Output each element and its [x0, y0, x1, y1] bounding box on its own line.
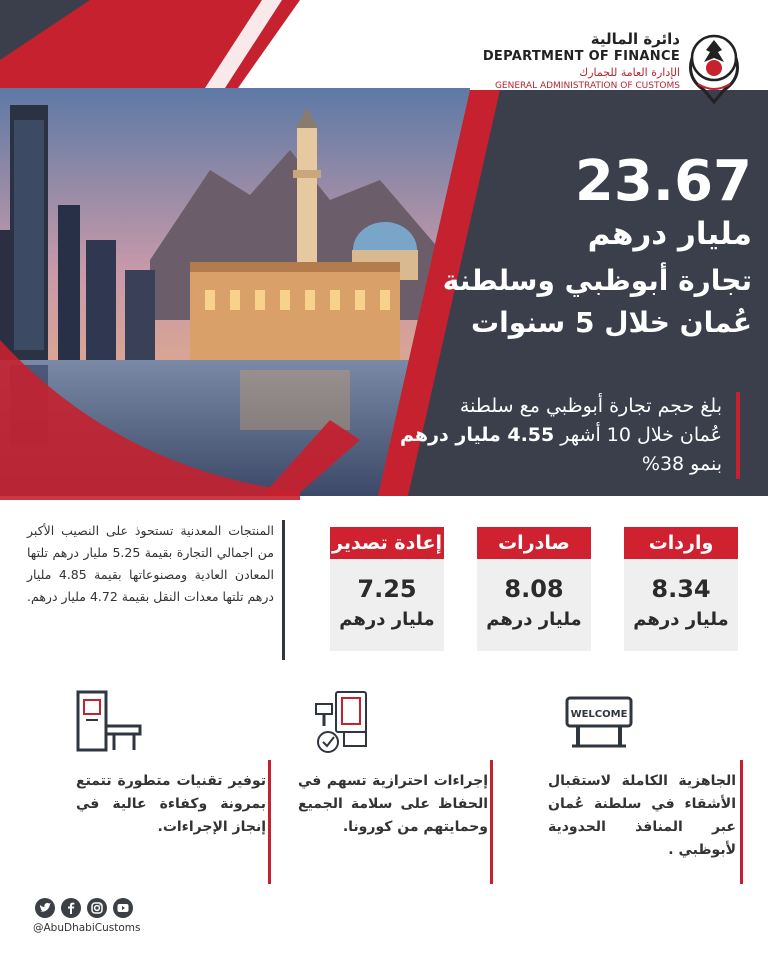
welcome-sign-icon: [564, 690, 634, 748]
stat-unit: مليار درهم: [486, 609, 582, 630]
hero-headline: [300, 150, 752, 344]
stat-card-reexports: [330, 527, 444, 651]
hero-subtitle-line1: تجارة أبوظبي وسلطنة: [442, 264, 752, 297]
thermometer-checkpoint-icon: [312, 690, 376, 756]
feature-precautions-text: إجراءات احترازية تسهم في الحفاظ على سلامة الجميع وحمايتهم من كورونا.: [298, 773, 488, 835]
total-trade-unit: مليار درهم: [587, 216, 752, 252]
social-handle[interactable]: @AbuDhabiCustoms: [33, 922, 141, 934]
total-trade-value: 23.67: [574, 149, 752, 214]
stat-unit: مليار درهم: [339, 609, 435, 630]
stat-label: واردات: [624, 527, 738, 559]
welcome-sign-label: WELCOME: [570, 709, 628, 720]
dept-name-ar: دائرة المالية: [590, 30, 680, 48]
stat-label: إعادة تصدير: [330, 527, 444, 559]
desc-line2-prefix: عُمان خلال 10 أشهر: [554, 424, 722, 446]
x-ray-scanner-icon: [74, 690, 144, 752]
stat-value: 7.25: [357, 575, 417, 603]
twitter-icon[interactable]: [35, 898, 55, 918]
stat-value: 8.34: [651, 575, 711, 603]
stat-card-imports: [624, 527, 738, 651]
customs-name-en: GENERAL ADMINISTRATION OF CUSTOMS: [494, 81, 680, 91]
desc-line2-bold: 4.55 مليار درهم: [400, 424, 555, 446]
dof-logo-text: [420, 30, 680, 92]
hero-description: [360, 392, 740, 479]
stat-unit: مليار درهم: [633, 609, 729, 630]
stat-value: 8.08: [504, 575, 564, 603]
stat-card-exports: [477, 527, 591, 651]
dept-name-en: DEPARTMENT OF FINANCE: [482, 49, 680, 64]
facebook-icon[interactable]: [61, 898, 81, 918]
customs-name-ar: الإدارة العامة للجمارك: [579, 66, 680, 79]
hero-subtitle: [300, 260, 752, 344]
minerals-paragraph: المنتجات المعدنية تستحوذ على النصيب الأكبر من اجمالي التجارة بقيمة 5.25 مليار درهم تلتها المعادن العادية ومصنوعاتها بقيمة 4.85 مليار درهم تلتها معدات النقل بقيمة 4.72 مليار درهم.: [27, 520, 285, 660]
falcon-emblem-icon: [684, 28, 744, 104]
desc-line1: بلغ حجم تجارة أبوظبي مع سلطنة: [459, 395, 722, 417]
feature-welcome-text: الجاهزية الكاملة لاستقبال الأشقاء في سلطنة عُمان عبر المنافذ الحدودية لأبوظبي .: [548, 773, 736, 858]
hero-subtitle-line2: عُمان خلال 5 سنوات: [470, 306, 752, 339]
desc-line3: بنمو 38%: [641, 453, 722, 475]
stat-label: صادرات: [477, 527, 591, 559]
instagram-icon[interactable]: [87, 898, 107, 918]
youtube-icon[interactable]: [113, 898, 133, 918]
feature-technology-text: توفير تقنيات متطورة تتمتع بمرونة وكفاءة عالية في إنجاز الإجراءات.: [76, 773, 266, 835]
